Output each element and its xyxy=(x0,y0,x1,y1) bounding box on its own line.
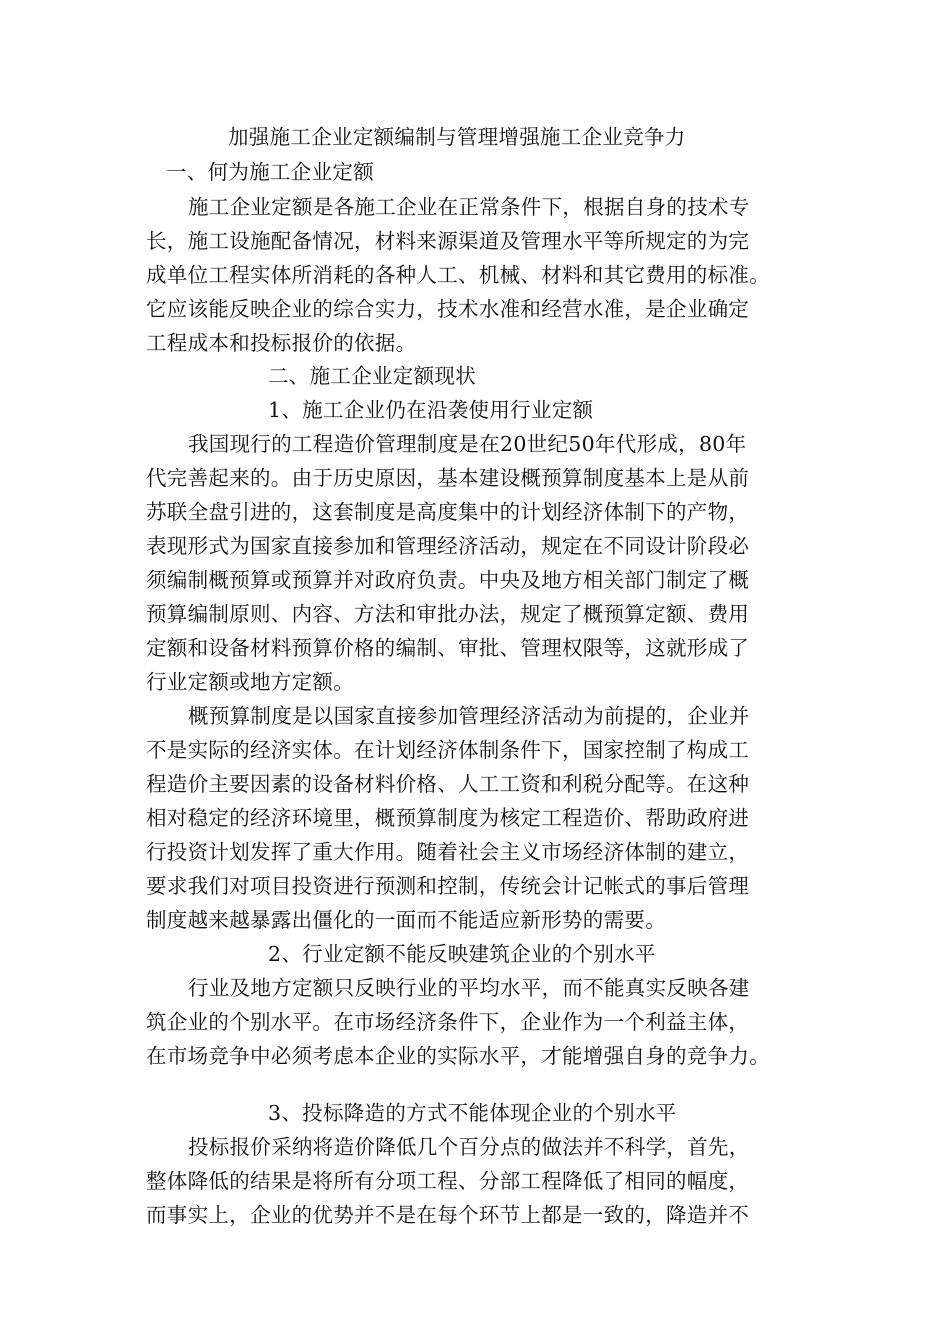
paragraph-line: 整体降低的结果是将所有分项工程、分部工程降低了相同的幅度， xyxy=(146,1169,750,1193)
paragraph-line: 成单位工程实体所消耗的各种人工、机械、材料和其它费用的标准。 xyxy=(146,263,770,287)
paragraph-line: 行业定额或地方定额。 xyxy=(146,670,354,694)
document-title: 加强施工企业定额编制与管理增强施工企业竞争力 xyxy=(228,125,686,149)
paragraph-line: 要求我们对项目投资进行预测和控制，传统会计记帐式的事后管理 xyxy=(146,874,750,898)
paragraph-line: 我国现行的工程造价管理制度是在20世纪50年代形成，80年 xyxy=(188,432,747,456)
paragraph-line: 行投资计划发挥了重大作用。随着社会主义市场经济体制的建立， xyxy=(146,840,750,864)
paragraph-line: 表现形式为国家直接参加和管理经济活动，规定在不同设计阶段必 xyxy=(146,534,750,558)
section-1-heading: 一、何为施工企业定额 xyxy=(166,160,374,184)
paragraph-line: 行业及地方定额只反映行业的平均水平，而不能真实反映各建 xyxy=(188,976,750,1000)
paragraph-line: 概预算制度是以国家直接参加管理经济活动为前提的，企业并 xyxy=(188,704,750,728)
paragraph-line: 而事实上，企业的优势并不是在每个环节上都是一致的，降造并不 xyxy=(146,1203,750,1227)
paragraph-line: 相对稳定的经济环境里，概预算制度为核定工程造价、帮助政府进 xyxy=(146,806,750,830)
paragraph-line: 不是实际的经济实体。在计划经济体制条件下，国家控制了构成工 xyxy=(146,738,750,762)
paragraph-line: 苏联全盘引进的，这套制度是高度集中的计划经济体制下的产物， xyxy=(146,500,750,524)
paragraph-line: 须编制概预算或预算并对政府负责。中央及地方相关部门制定了概 xyxy=(146,568,750,592)
paragraph-line: 定额和设备材料预算价格的编制、审批、管理权限等，这就形成了 xyxy=(146,636,750,660)
paragraph-line: 制度越来越暴露出僵化的一面而不能适应新形势的需要。 xyxy=(146,908,666,932)
subsection-2-heading: 2、行业定额不能反映建筑企业的个别水平 xyxy=(268,942,656,966)
paragraph-line: 在市场竞争中必须考虑本企业的实际水平，才能增强自身的竞争力。 xyxy=(146,1044,770,1068)
subsection-3-heading: 3、投标降造的方式不能体现企业的个别水平 xyxy=(268,1101,677,1125)
subsection-1-heading: 1、施工企业仍在沿袭使用行业定额 xyxy=(268,398,594,422)
paragraph-line: 它应该能反映企业的综合实力，技术水准和经营水准，是企业确定 xyxy=(146,297,750,321)
paragraph-line: 投标报价采纳将造价降低几个百分点的做法并不科学，首先， xyxy=(188,1135,750,1159)
section-2-heading: 二、施工企业定额现状 xyxy=(268,364,476,388)
paragraph-line: 长，施工设施配备情况，材料来源渠道及管理水平等所规定的为完 xyxy=(146,229,750,253)
paragraph-line: 预算编制原则、内容、方法和审批办法，规定了概预算定额、费用 xyxy=(146,602,750,626)
paragraph-line: 施工企业定额是各施工企业在正常条件下，根据自身的技术专 xyxy=(188,195,750,219)
paragraph-line: 程造价主要因素的设备材料价格、人工工资和利税分配等。在这种 xyxy=(146,772,750,796)
paragraph-line: 工程成本和投标报价的依据。 xyxy=(146,331,417,355)
paragraph-line: 筑企业的个别水平。在市场经济条件下，企业作为一个利益主体， xyxy=(146,1010,750,1034)
paragraph-line: 代完善起来的。由于历史原因，基本建设概预算制度基本上是从前 xyxy=(146,466,750,490)
